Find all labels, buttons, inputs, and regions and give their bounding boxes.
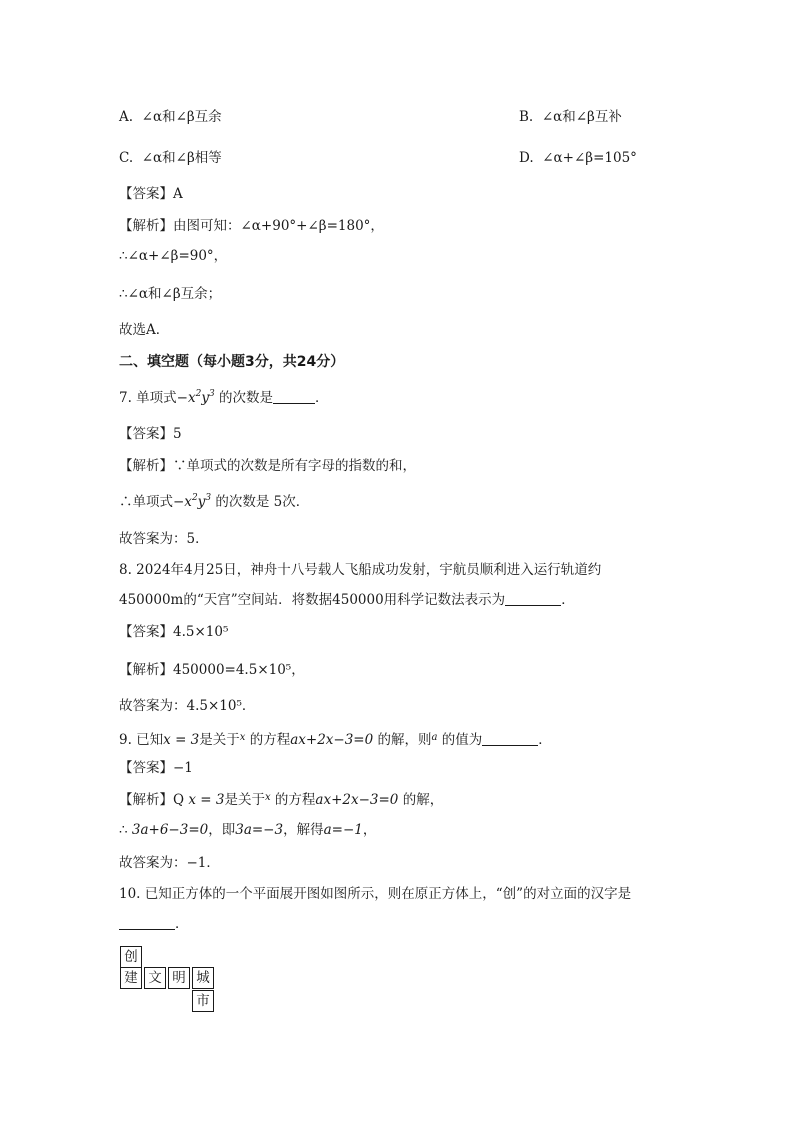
section-title: 二、填空题（每小题3分，共24分） — [119, 354, 345, 370]
q7-answer-blank — [273, 390, 315, 404]
q10-stem-2: ． — [119, 914, 189, 934]
q9-answer: 【答案】−1 — [119, 760, 193, 776]
q9-answer-blank — [482, 732, 538, 746]
q9-analysis-2: ∴ 3a+6−3=0，即3a=−3，解得a=−1， — [119, 822, 377, 838]
q9-stem: 9. 已知x = 3是关于$^x$ 的方程ax+2x−3=0 的解，则$^a$ 的值为 ． — [119, 732, 552, 748]
q7-stem: 7. 单项式$-x^2y^3$ 的次数是 ． — [119, 389, 329, 406]
q8-stem-2: 450000m的“天宫”空间站．将数据450000用科学记数法表示为 ． — [119, 592, 575, 608]
q6-conclusion: 故选A． — [119, 322, 170, 338]
q8-analysis: 【解析】450000=4.5×10⁵， — [119, 662, 305, 678]
q8-answer: 【答案】4.5×10⁵ — [119, 624, 229, 640]
net-cell-wen: 文 — [144, 967, 166, 989]
q7-analysis-2: ∴单项式$-x^2y^3$ 的次数是 5次． — [119, 493, 310, 510]
net-cell-chuang: 创 — [120, 946, 142, 968]
q6-option-c: C. ∠α和∠β相等 — [119, 150, 222, 166]
q6-option-d: D. ∠α+∠β=105° — [519, 150, 637, 166]
q7-analysis-1: 【解析】∵单项式的次数是所有字母的指数的和， — [119, 458, 416, 474]
q8-stem-1: 8. 2024年4月25日，神舟十八号载人飞船成功发射，宇航员顺利进入运行轨道约 — [119, 562, 602, 578]
net-cell-ming: 明 — [168, 967, 190, 989]
q6-analysis-3: ∴∠α和∠β互余； — [119, 286, 222, 302]
q10-answer-blank — [119, 916, 175, 930]
net-cell-shi: 市 — [192, 990, 214, 1012]
q7-answer: 【答案】5 — [119, 426, 182, 442]
q10-stem-1: 10. 已知正方体的一个平面展开图如图所示，则在原正方体上，“创”的对立面的汉字是 — [119, 886, 632, 902]
q7-monomial-2: $-x^2y^3$ — [173, 493, 212, 510]
q8-conclusion: 故答案为：4.5×10⁵． — [119, 698, 256, 714]
q8-answer-blank — [505, 592, 561, 606]
net-cell-cheng: 城 — [192, 967, 214, 989]
q6-analysis-2: ∴∠α+∠β=90°， — [119, 248, 228, 264]
q7-conclusion: 故答案为：5． — [119, 531, 209, 547]
q9-analysis-1: 【解析】Q x = 3是关于$^x$ 的方程ax+2x−3=0 的解， — [119, 792, 444, 808]
q7-monomial: $-x^2y^3$ — [176, 389, 215, 406]
q6-answer: 【答案】A — [119, 186, 183, 202]
net-cell-jian: 建 — [120, 967, 142, 989]
q6-option-a: A. ∠α和∠β互余 — [119, 109, 222, 125]
q9-conclusion: 故答案为：−1． — [119, 855, 220, 871]
q6-option-b: B. ∠α和∠β互补 — [519, 109, 622, 125]
q6-analysis-1: 【解析】由图可知：∠α+90°+∠β=180°， — [119, 218, 384, 234]
